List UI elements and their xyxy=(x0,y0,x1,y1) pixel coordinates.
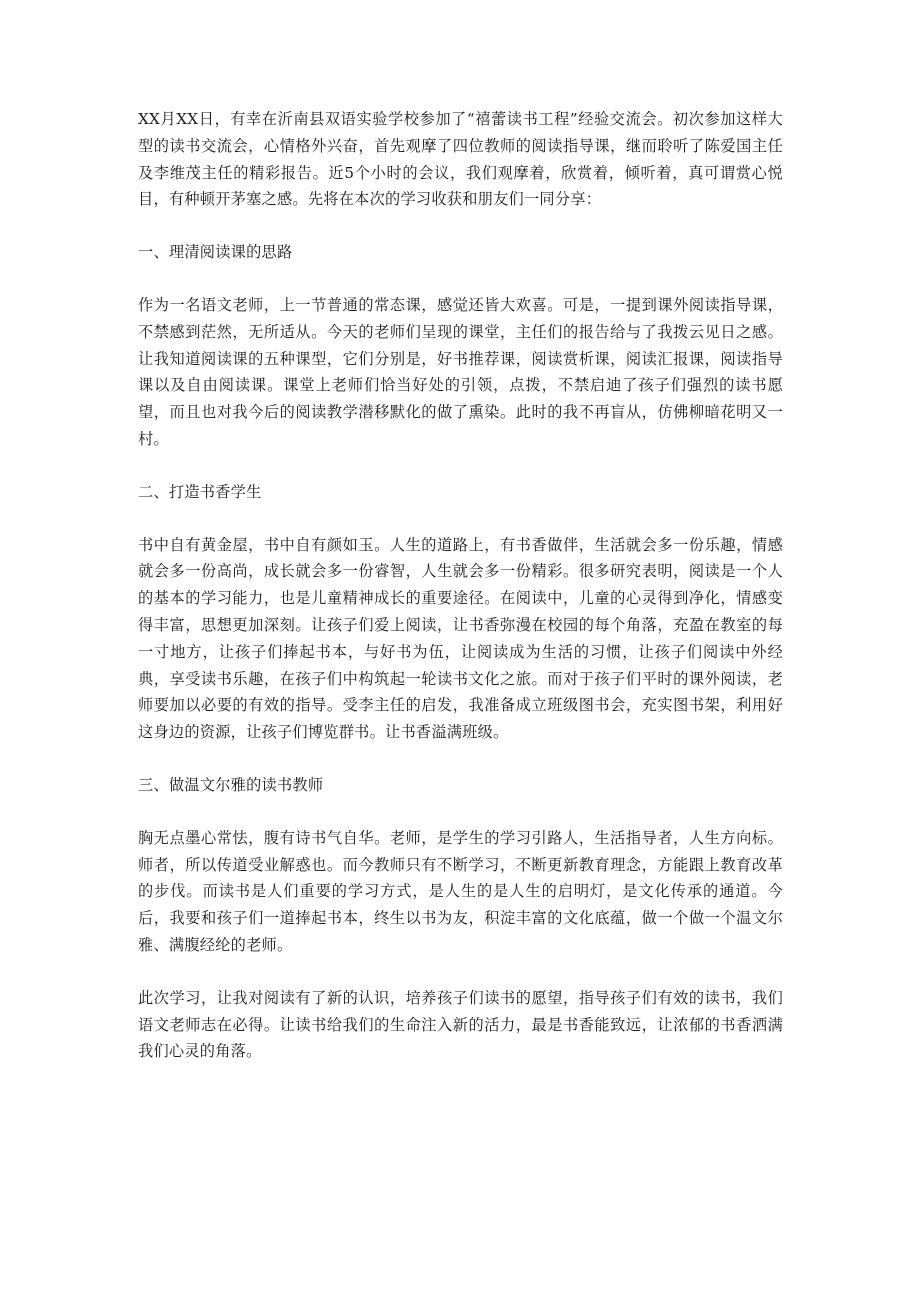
section-2-heading: 二、打造书香学生 xyxy=(138,482,262,501)
section-3-heading: 三、做温文尔雅的读书教师 xyxy=(138,775,324,794)
intro-paragraph: XX月XX日，有幸在沂南县双语实验学校参加了“禧蕾读书工程”经验交流会。初次参加这样大型的读书交流会，心情格外兴奋，首先观摩了四位教师的阅读指导课，继而聆听了陈爱国主任及李维茂主任的精彩报告。近5个小时的会议，我们观摩着，欣赏着，倾听着，真可谓赏心悦目，有种顿开茅塞之感。先将在本次的学习收获和朋友们一同分享： xyxy=(138,110,783,209)
section-1-paragraph: 作为一名语文老师，上一节普通的常态课，感觉还皆大欢喜。可是，一提到课外阅读指导课，不禁感到茫然，无所适从。今天的老师们呈现的课堂，主任们的报告给与了我拨云见日之感。让我知道阅读课的五种课型，它们分别是，好书推荐课，阅读赏析课，阅读汇报课，阅读指导课以及自由阅读课。课堂上老师们恰当好处的引领，点拨，不禁启迪了孩子们强烈的读书愿望，而且也对我今后的阅读教学潜移默化的做了熏染。此时的我不再盲从，仿佛柳暗花明又一村。 xyxy=(138,295,783,448)
section-2-paragraph: 书中自有黄金屋，书中自有颜如玉。人生的道路上，有书香做伴，生活就会多一份乐趣，情感就会多一份高尚，成长就会多一份睿智，人生就会多一份精彩。很多研究表明，阅读是一个人的基本的学习能力，也是儿童精神成长的重要途径。在阅读中，儿童的心灵得到净化，情感变得丰富，思想更加深刻。让孩子们爱上阅读，让书香弥漫在校园的每个角落，充盈在教室的每一寸地方，让孩子们捧起书本，与好书为伍，让阅读成为生活的习惯，让孩子们阅读中外经典，享受读书乐趣，在孩子们中构筑起一轮读书文化之旅。而对于孩子们平时的课外阅读，老师要加以必要的有效的指导。受李主任的启发，我准备成立班级图书会，充实图书架，利用好这身边的资源，让孩子们博览群书。让书香溢满班级。 xyxy=(138,535,783,742)
document-page xyxy=(138,106,783,1065)
section-3-paragraph: 胸无点墨心常怯，腹有诗书气自华。老师，是学生的学习引路人，生活指导者，人生方向标。师者，所以传道受业解惑也。而今教师只有不断学习，不断更新教育理念，方能跟上教育改革的步伐。而读书是人们重要的学习方式，是人生的是人生的启明灯，是文化传承的通道。今后，我要和孩子们一道捧起书本，终生以书为友，积淀丰富的文化底蕴，做一个做一个温文尔雅、满腹经纶的老师。 xyxy=(138,828,783,954)
conclusion-paragraph: 此次学习，让我对阅读有了新的认识，培养孩子们读书的愿望，指导孩子们有效的读书，我们语文老师志在必得。让读书给我们的生命注入新的活力，最是书香能致远，让浓郁的书香洒满我们心灵的角落。 xyxy=(138,988,783,1061)
section-1-heading: 一、理清阅读课的思路 xyxy=(138,243,293,262)
